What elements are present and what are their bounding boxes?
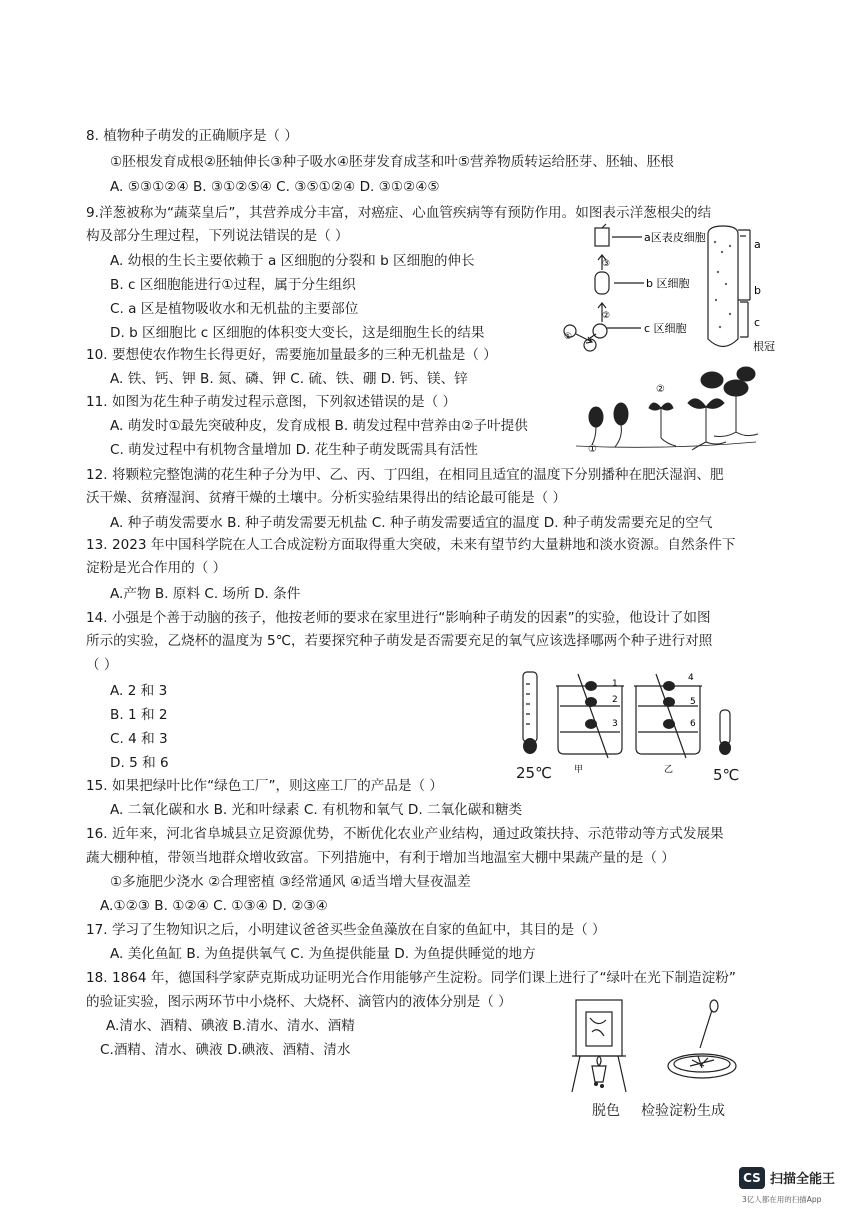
root-hair-cell	[595, 228, 609, 246]
starch-test-figure	[562, 994, 742, 1096]
label-c-zone: c 区细胞	[644, 322, 687, 335]
question-12-stem-2: 沃干燥、贫瘠湿润、贫瘠干燥的土壤中。分析实验结果得出的结论最可能是（ ）	[86, 490, 567, 506]
seed-1-label: 1	[612, 679, 618, 689]
question-14-option-b: B. 1 和 2	[110, 707, 168, 723]
meristem-cell-1	[593, 324, 607, 338]
question-13-stem-2: 淀粉是光合作用的（ ）	[86, 560, 227, 576]
peanut-germination-figure	[566, 362, 766, 454]
root-cap-label: 根冠	[753, 340, 775, 353]
question-12-options: A. 种子萌发需要水 B. 种子萌发需要无机盐 C. 种子萌发需要适宜的温度 D. 种子萌发需要充足的空气	[110, 515, 713, 531]
starch-test-diagram	[562, 994, 742, 1096]
starch-test-label: 检验淀粉生成	[641, 1103, 725, 1119]
question-18-stem-2: 的验证实验，图示两环节中小烧杯、大烧杯、滴管内的液体分别是（ ）	[86, 994, 512, 1010]
alcohol-lamp	[592, 1066, 606, 1082]
seed-stage-1	[589, 407, 603, 427]
question-18-stem-1: 18. 1864 年，德国科学家萨克斯成功证明光合作用能够产生淀粉。同学们课上进行了“绿叶在光下制造淀粉”	[86, 970, 736, 986]
process-3-label: ③	[602, 259, 611, 269]
camscanner-logo: CS	[739, 1167, 765, 1189]
question-9-stem-2: 构及部分生理过程，下列说法错误的是（ ）	[86, 228, 349, 244]
seedling-stage-4	[688, 399, 724, 442]
seed-6-label: 6	[690, 719, 696, 729]
beaker-jia-label: 甲	[574, 765, 584, 775]
question-14-option-c: C. 4 和 3	[110, 731, 168, 747]
question-18-options-cd: C.酒精、清水、碘液 D.碘液、酒精、清水	[100, 1042, 351, 1058]
question-11-options-ab: A. 萌发时①最先突破种皮，发育成根 B. 萌发过程中营养由②子叶提供	[110, 418, 528, 434]
question-18-options-ab: A.清水、酒精、碘液 B.清水、清水、酒精	[106, 1018, 355, 1034]
question-13-stem-1: 13. 2023 年中国科学院在人工合成淀粉方面取得重大突破，未来有望节约大量耕地和淡水资源。自然条件下	[86, 537, 736, 553]
question-8-options: A. ⑤③①②④ B. ③①②⑤④ C. ③⑤①②④ D. ③①②④⑤	[110, 179, 440, 195]
camscanner-name: 扫描全能王	[770, 1172, 836, 1187]
root-tip-outline	[708, 226, 738, 347]
process-2-label: ②	[602, 311, 611, 321]
question-8: 8. 植物种子萌发的正确顺序是（ ）	[86, 128, 298, 144]
question-16-stem-2: 蔬大棚种植，带领当地群众增收致富。下列措施中，有利于增加当地温室大棚中果蔬产量的是（ ）	[86, 850, 675, 866]
small-beaker	[586, 1012, 612, 1046]
label-b-zone: b 区细胞	[646, 277, 690, 290]
thermometer-right	[720, 710, 730, 744]
elongation-cell	[595, 272, 609, 294]
question-16-items: ①多施肥少浇水 ②合理密植 ③经常通风 ④适当增大昼夜温差	[110, 874, 471, 890]
seed-3-label: 3	[612, 719, 618, 729]
seed-2-label: 2	[612, 695, 618, 705]
large-beaker	[576, 1000, 622, 1056]
question-11: 11. 如图为花生种子萌发过程示意图，下列叙述错误的是（ ）	[86, 394, 457, 410]
seed-stage-2	[614, 403, 628, 425]
zone-b-marker: b	[754, 284, 761, 297]
camscanner-slogan: 3亿人都在用的扫描App	[742, 1195, 822, 1204]
dropper	[700, 1010, 712, 1048]
question-11-options-cd: C. 萌发过程中有机物含量增加 D. 花生种子萌发既需具有活性	[110, 442, 478, 458]
question-9-stem-1: 9.洋葱被称为“蔬菜皇后”，其营养成分丰富，对癌症、心血管疾病等有预防作用。如图表示洋葱根尖的结	[86, 205, 712, 221]
label-2: ②	[656, 384, 665, 395]
question-14-stem-2: 所示的实验，乙烧杯的温度为 5℃，若要探究种子萌发是否需要充足的氧气应该选择哪两个种子进行对照	[86, 633, 713, 649]
label-a-zone: a区表皮细胞	[644, 231, 706, 244]
beaker-yi-label: 乙	[664, 765, 674, 775]
process-1-label: ①	[564, 332, 573, 342]
seedling-stage-3	[649, 403, 673, 438]
petri-dish	[668, 1054, 736, 1078]
question-16-options: A.①②③ B. ①②④ C. ①③④ D. ②③④	[100, 898, 328, 914]
question-10: 10. 要想使农作物生长得更好，需要施加量最多的三种无机盐是（ ）	[86, 347, 497, 363]
question-8-items: ①胚根发育成根②胚轴伸长③种子吸水④胚芽发育成茎和叶⑤营养物质转运给胚芽、胚轴、胚根	[110, 154, 674, 170]
seed-4-label: 4	[688, 673, 694, 683]
leaf-2	[724, 380, 748, 396]
temp-25-label: 25℃	[516, 764, 552, 782]
temp-5-label: 5℃	[713, 766, 740, 784]
zone-a-marker: a	[754, 238, 761, 251]
question-17-options: A. 美化鱼缸 B. 为鱼提供氧气 C. 为鱼提供能量 D. 为鱼提供睡觉的地方	[110, 946, 536, 962]
question-15: 15. 如果把绿叶比作“绿色工厂”，则这座工厂的产品是（ ）	[86, 778, 444, 794]
leaf-1	[701, 372, 723, 388]
germination-diagram	[566, 362, 766, 454]
question-14-stem-1: 14. 小强是个善于动脑的孩子，他按老师的要求在家里进行“影响种子萌发的因素”的实验，他设计了如图	[86, 610, 711, 626]
question-9-option-c: C. a 区是植物吸收水和无机盐的主要部位	[110, 301, 359, 317]
question-9-option-a: A. 幼根的生长主要依赖于 a 区细胞的分裂和 b 区细胞的伸长	[110, 253, 475, 269]
zone-c-marker: c	[754, 316, 761, 329]
leaf-3	[737, 367, 755, 381]
seed-5-label: 5	[690, 697, 696, 707]
question-14-option-d: D. 5 和 6	[110, 755, 169, 771]
question-12-stem-1: 12. 将颗粒完整饱满的花生种子分为甲、乙、丙、丁四组，在相同且适宜的温度下分别播种在肥沃湿润、肥	[86, 467, 724, 483]
question-15-options: A. 二氧化碳和水 B. 光和叶绿素 C. 有机物和氧气 D. 二氧化碳和糖类	[110, 802, 523, 818]
decolorize-label: 脱色	[592, 1103, 620, 1119]
question-16-stem-1: 16. 近年来，河北省阜城县立足资源优势，不断优化农业产业结构，通过政策扶持、示范带动等方式发展果	[86, 826, 724, 842]
root-tip-diagram	[540, 222, 790, 357]
root-tip-figure	[540, 222, 790, 357]
question-9-option-d: D. b 区细胞比 c 区细胞的体积变大变长，这是细胞生长的结果	[110, 325, 485, 341]
thermometer-left	[523, 672, 537, 742]
question-14-stem-3: （ ）	[86, 657, 118, 673]
question-13-options: A.产物 B. 原料 C. 场所 D. 条件	[110, 586, 301, 602]
question-9-option-b: B. c 区细胞能进行①过程，属于分生组织	[110, 277, 356, 293]
question-17: 17. 学习了生物知识之后，小明建议爸爸买些金鱼藻放在自家的鱼缸中，其目的是（ ）	[86, 922, 606, 938]
question-14-option-a: A. 2 和 3	[110, 683, 168, 699]
question-10-options: A. 铁、钙、钾 B. 氮、磷、钾 C. 硫、铁、硼 D. 钙、镁、锌	[110, 371, 468, 387]
label-1: ①	[588, 444, 597, 454]
